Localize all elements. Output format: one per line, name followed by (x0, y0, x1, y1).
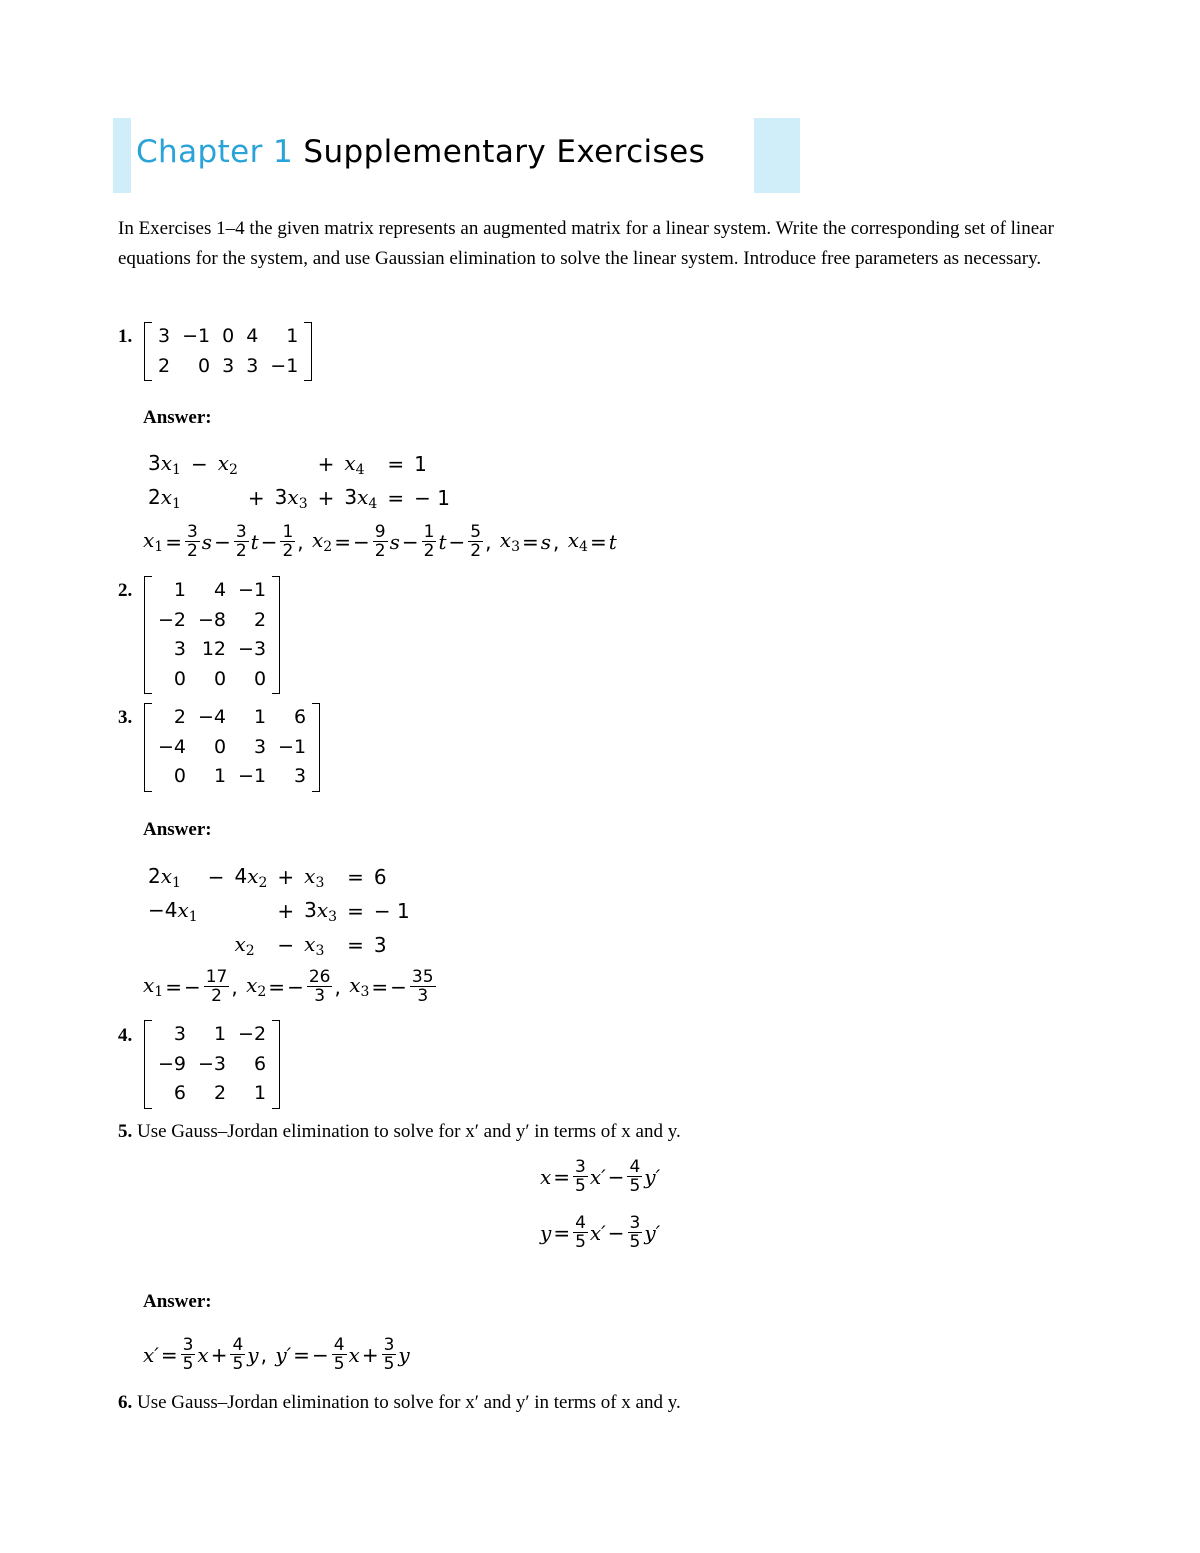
ex4-matrix (144, 1020, 280, 1109)
ex1-equations (143, 447, 455, 515)
matrix-cell: 4 (213, 579, 227, 601)
title-text: Supplementary Exercises (303, 134, 706, 170)
matrix-cell: 4 (246, 325, 259, 347)
ex6-question (118, 1392, 681, 1414)
matrix-cell: −2 (238, 1023, 267, 1045)
ex5-solution: x′ = $\frac{3}{5}$ x + $\frac{4}{5}$ y , y′ = − $\frac{4}{5}$ x + $\frac{3}{5}$ y (143, 1335, 410, 1374)
matrix-cell: 1 (213, 765, 227, 787)
ex5-answer-label: Answer: (143, 1291, 212, 1312)
equation-term: = (387, 452, 405, 476)
ex3-matrix (144, 703, 320, 792)
equation-term (229, 894, 272, 928)
matrix-cell: −4 (198, 706, 227, 728)
matrix-cell: −1 (238, 579, 267, 601)
equation-term: + (247, 486, 265, 510)
matrix-cell: 3 (246, 354, 259, 377)
matrix-cell: 1 (286, 325, 299, 347)
matrix-row (152, 606, 272, 636)
matrix-row (152, 665, 272, 695)
matrix-cell: 0 (173, 765, 187, 787)
ex2-number: 2. (118, 580, 133, 601)
equation-term: 3 (373, 933, 387, 957)
matrix-cell: 1 (173, 579, 187, 601)
matrix-cell: 3 (158, 325, 171, 347)
matrix-cell: 3 (173, 638, 187, 660)
equation-term: + (277, 865, 295, 889)
ex5-number: 5. (118, 1121, 133, 1142)
matrix-row (152, 1079, 272, 1109)
equation-term: − (190, 452, 208, 476)
matrix-cell: 0 (253, 667, 267, 690)
matrix-cell: −3 (198, 1052, 227, 1075)
intro-paragraph: In Exercises 1–4 the given matrix represents an augmented matrix for a linear system. Write the corresponding set of linear equations for the system, and use Gaussian elimination to solve the linear system. Introduce free parameters as necessary. (118, 218, 1054, 269)
page-title (136, 134, 705, 170)
matrix-row (152, 762, 312, 792)
matrix-cell: −3 (238, 638, 267, 660)
equation-term: $3x_3$ (274, 484, 308, 512)
matrix-row (152, 352, 304, 382)
matrix-cell: −1 (182, 325, 211, 347)
equation-term: − (207, 865, 225, 889)
matrix-cell: 2 (173, 706, 187, 728)
equation-term (186, 481, 213, 515)
ex6-text: Use Gauss–Jordan elimination to solve for x′ and y′ in terms of x and y. (137, 1392, 681, 1413)
matrix-cell: 2 (253, 608, 267, 631)
equation-term: $4x_2$ (234, 863, 268, 891)
matrix-cell: 3 (222, 354, 235, 377)
matrix-cell: −1 (270, 354, 299, 377)
equation-row (143, 860, 415, 894)
title-accent-left (113, 118, 131, 193)
ex3-number: 3. (118, 707, 133, 728)
matrix-cell: 0 (213, 667, 227, 690)
ex5-text: Use Gauss–Jordan elimination to solve for x′ and y′ in terms of x and y. (137, 1121, 681, 1142)
equation-term: $x_4$ (344, 450, 365, 478)
matrix-cell: 2 (213, 1082, 227, 1104)
equation-term: + (317, 486, 335, 510)
ex1-number: 1. (118, 326, 133, 347)
equation-term: = (347, 933, 364, 957)
matrix-cell: 6 (253, 1052, 267, 1075)
equation-term: − 1 (414, 486, 450, 510)
equation-term: $3x_3$ (304, 897, 338, 925)
ex5-question (118, 1121, 681, 1143)
matrix-cell: −1 (238, 765, 267, 787)
matrix-row (152, 322, 304, 352)
ex3-equations (143, 860, 415, 962)
matrix-row (152, 635, 272, 665)
matrix-cell: 0 (222, 325, 235, 347)
matrix-row (152, 1020, 272, 1050)
ex4-number: 4. (118, 1025, 133, 1046)
equation-term: = (347, 865, 364, 889)
equation-row (143, 928, 415, 962)
equation-row (143, 447, 455, 481)
matrix-cell: −9 (158, 1052, 187, 1075)
matrix-row (152, 733, 312, 763)
matrix-cell: 1 (253, 706, 267, 728)
equation-term: = (347, 899, 364, 923)
ex6-number: 6. (118, 1392, 133, 1413)
matrix-cell: 1 (213, 1023, 227, 1045)
title-chapter: Chapter 1 (136, 134, 294, 170)
equation-term: 1 (414, 452, 427, 476)
equation-term (143, 928, 203, 962)
matrix-cell: 6 (293, 706, 307, 728)
matrix-cell: 12 (201, 638, 227, 660)
matrix-cell: −2 (158, 608, 187, 631)
matrix-cell: 2 (158, 354, 171, 377)
equation-term (203, 928, 230, 962)
ex5-equation-y: y = $\frac{4}{5}$ x′ − $\frac{3}{5}$ y′ (540, 1213, 661, 1252)
equation-term: $x_2$ (234, 931, 255, 959)
ex1-matrix (144, 322, 312, 381)
equation-term: $3x_1$ (148, 450, 181, 478)
equation-term: − 1 (373, 899, 410, 923)
equation-term: 6 (373, 865, 387, 889)
equation-term: $2x_1$ (148, 863, 181, 891)
matrix-row (152, 576, 272, 606)
ex1-answer-label: Answer: (143, 407, 212, 428)
matrix-row (152, 703, 312, 733)
equation-term (243, 447, 270, 481)
matrix-cell: 3 (173, 1023, 187, 1045)
equation-term: $x_3$ (304, 931, 325, 959)
equation-row (143, 894, 415, 928)
equation-term: + (317, 452, 335, 476)
matrix-cell: −4 (158, 735, 187, 758)
matrix-row (152, 1050, 272, 1080)
matrix-cell: 0 (213, 735, 227, 758)
matrix-cell: 0 (173, 667, 187, 690)
equation-term: $2x_1$ (148, 484, 181, 512)
equation-term: = (387, 486, 405, 510)
equation-term: + (277, 899, 295, 923)
ex3-solution: $x_1$ = − $\frac{17}{2}$ , $x_2$ = − $\frac{26}{3}$ , $x_3$ = − $\frac{35}{3}$ (143, 967, 434, 1006)
ex2-matrix (144, 576, 280, 694)
ex3-answer-label: Answer: (143, 819, 212, 840)
matrix-cell: 6 (173, 1082, 187, 1104)
matrix-cell: −8 (198, 608, 227, 631)
ex5-equation-x: x = $\frac{3}{5}$ x′ − $\frac{4}{5}$ y′ (540, 1157, 661, 1196)
matrix-cell: −1 (278, 735, 307, 758)
equation-row (143, 481, 455, 515)
matrix-cell: 3 (253, 735, 267, 758)
equation-term: $x_3$ (304, 863, 325, 891)
matrix-cell: 0 (198, 354, 211, 377)
equation-term (213, 481, 243, 515)
equation-term (270, 447, 313, 481)
equation-term: $x_2$ (217, 450, 238, 478)
equation-term: $-4x_1$ (148, 897, 198, 925)
matrix-cell: 1 (253, 1082, 267, 1104)
equation-term: − (277, 933, 295, 957)
equation-term: $3x_4$ (344, 484, 378, 512)
equation-term (203, 894, 230, 928)
title-accent-right (754, 118, 800, 193)
matrix-cell: 3 (293, 765, 307, 787)
ex1-solution: $x_1$ = $\frac{3}{2}$ s − $\frac{3}{2}$ t − $\frac{1}{2}$ , $x_2$ = − $\frac{9}{2}$ s − $\frac{1}{2}$ t − $\frac{5}{2}$ , $x_3$ = s , $x_4$ = t (143, 522, 617, 561)
